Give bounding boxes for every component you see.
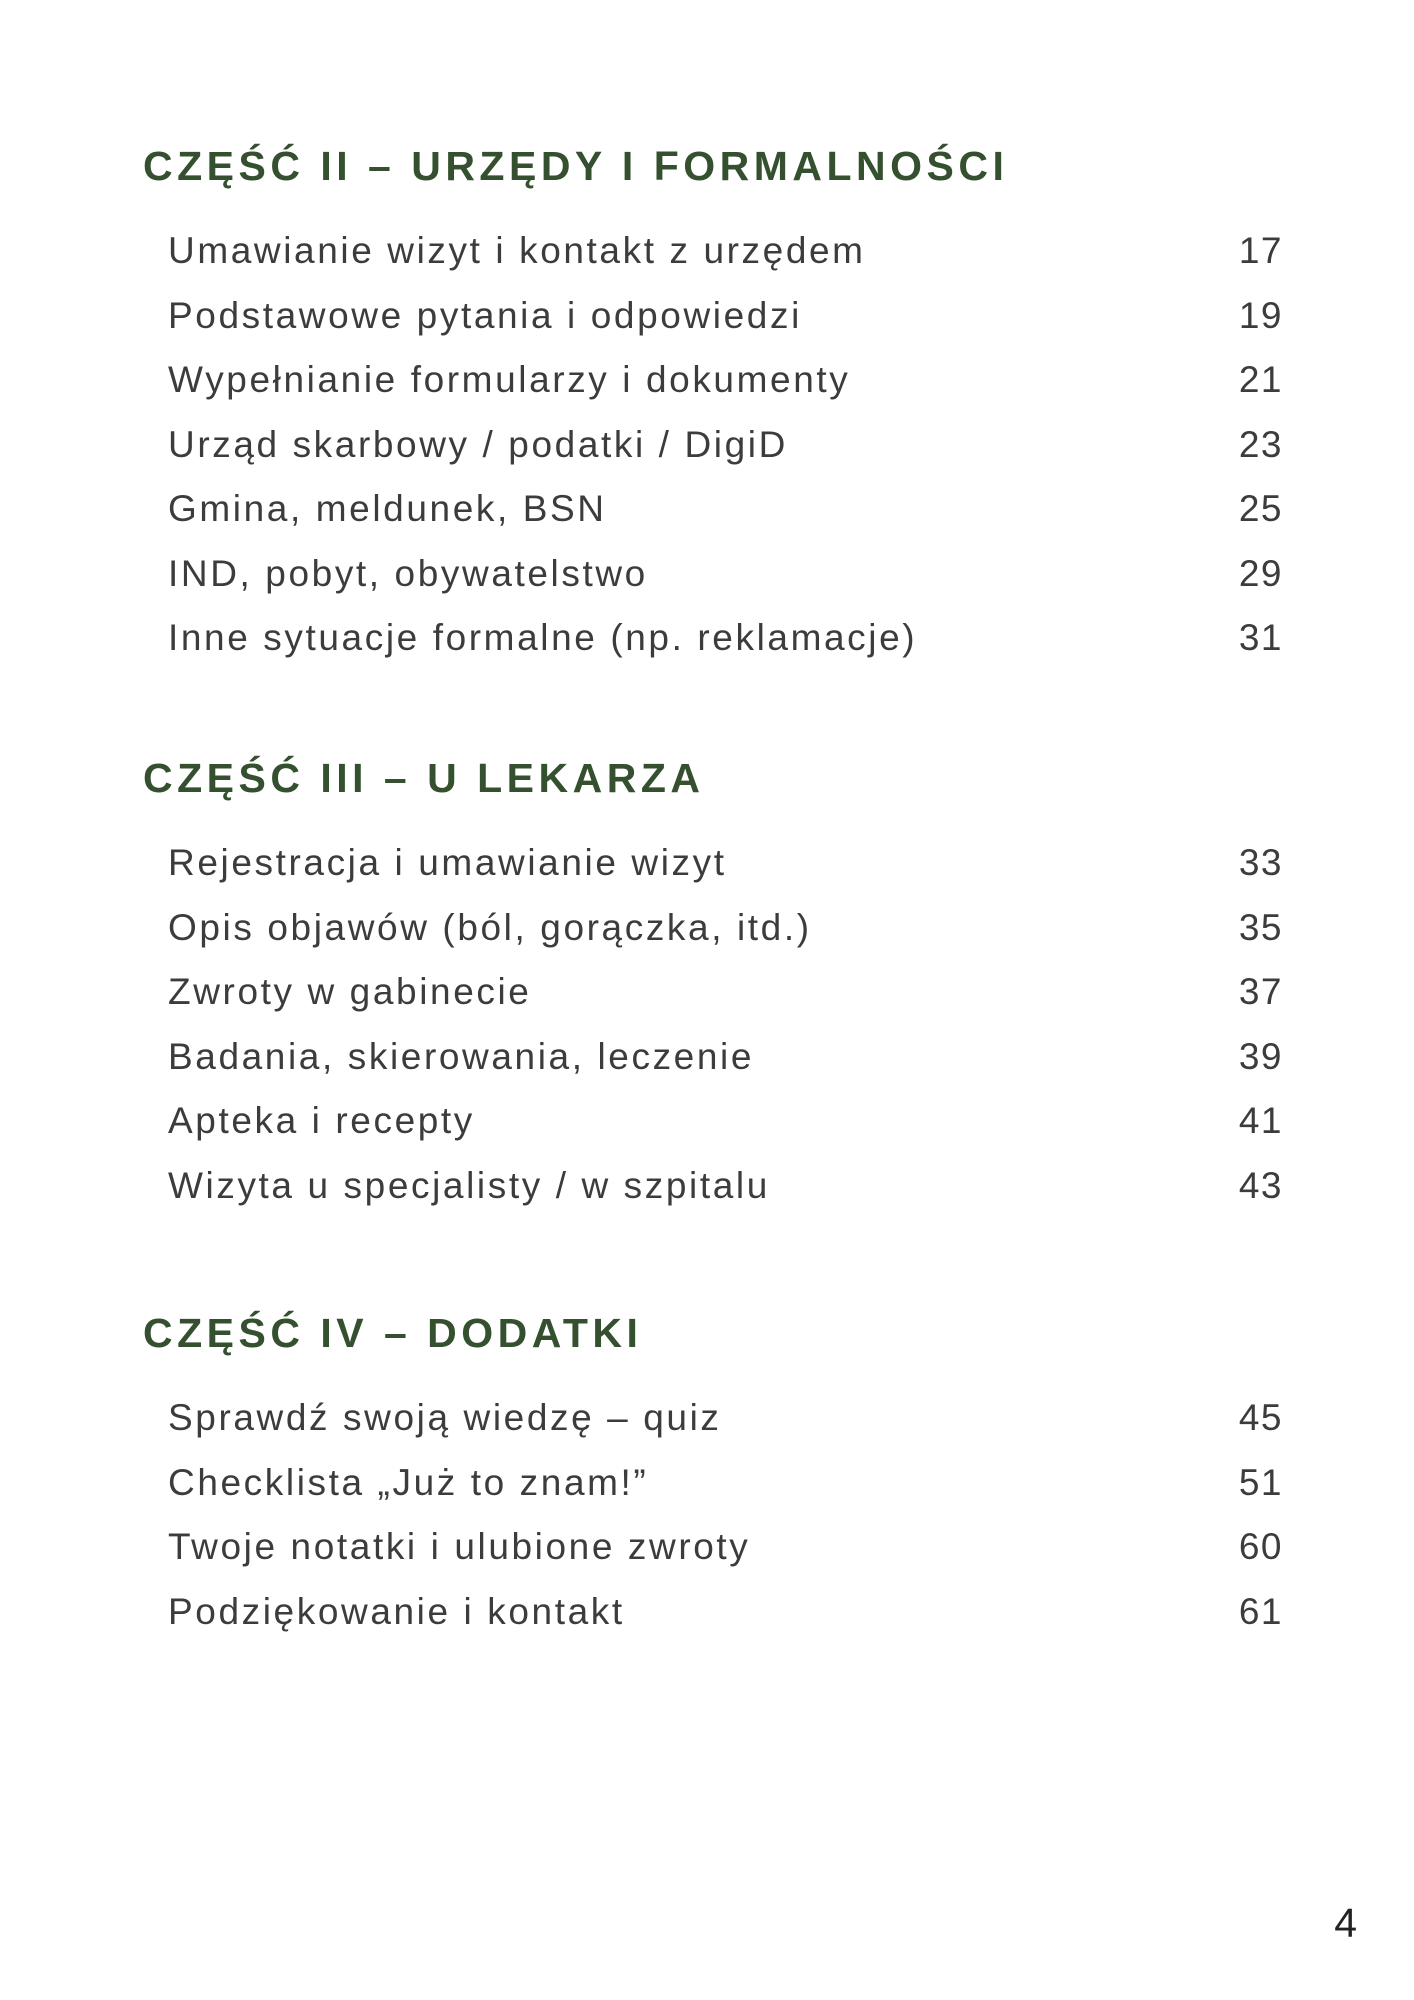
toc-entry-label: Podziękowanie i kontakt [168, 1590, 625, 1632]
toc-section-part-2 [143, 142, 1283, 682]
toc-entry-label: Urząd skarbowy / podatki / DigiD [168, 423, 788, 465]
toc-entry-page: 19 [1238, 294, 1283, 336]
toc-entry[interactable] [143, 1165, 1283, 1230]
toc-entry-label: Opis objawów (ból, gorączka, itd.) [168, 906, 812, 948]
toc-entry-page: 21 [1238, 359, 1283, 400]
toc-entry-label: Wizyta u specjalisty / w szpitalu [168, 1164, 770, 1206]
toc-entry-label: Inne sytuacje formalne (np. reklamacje) [168, 617, 918, 658]
toc-section-part-3 [143, 754, 1283, 1229]
toc-entry-page: 35 [1238, 906, 1283, 948]
toc-entry-page: 25 [1238, 488, 1283, 529]
toc-list [143, 842, 1283, 1229]
toc-section-part-4 [143, 1309, 1283, 1655]
toc-entry-page: 45 [1238, 1397, 1283, 1438]
toc-entry[interactable] [143, 359, 1283, 424]
page-number: 4 [1334, 1900, 1357, 1946]
toc-entry-page: 23 [1238, 423, 1283, 465]
toc-entry-page: 60 [1238, 1526, 1283, 1567]
toc-entry-label: Twoje notatki i ulubione zwroty [168, 1526, 751, 1567]
toc-entry-page: 17 [1238, 230, 1283, 271]
toc-entry-page: 41 [1238, 1100, 1283, 1141]
toc-entry-page: 33 [1238, 842, 1283, 883]
toc-entry[interactable] [143, 907, 1283, 972]
toc-entry[interactable] [143, 295, 1283, 360]
toc-entry[interactable] [143, 1591, 1283, 1656]
toc-entry-label: Sprawdź swoją wiedzę – quiz [168, 1397, 722, 1438]
toc-entry-label: IND, pobyt, obywatelstwo [168, 552, 648, 594]
toc-entry[interactable] [143, 617, 1283, 682]
toc-entry-label: Rejestracja i umawianie wizyt [168, 842, 727, 883]
toc-entry-label: Podstawowe pytania i odpowiedzi [168, 294, 802, 336]
toc-entry-page: 29 [1238, 552, 1283, 594]
toc-entry-label: Badania, skierowania, leczenie [168, 1035, 755, 1077]
toc-entry[interactable] [143, 1397, 1283, 1462]
toc-entry-page: 37 [1238, 971, 1283, 1012]
toc-entry[interactable] [143, 1100, 1283, 1165]
toc-entry-label: Wypełnianie formularzy i dokumenty [168, 359, 851, 400]
toc-entry-label: Apteka i recepty [168, 1100, 475, 1141]
section-title: CZĘŚĆ II – URZĘDY I FORMALNOŚCI [143, 143, 1009, 189]
toc-entry[interactable] [143, 230, 1283, 295]
toc-entry[interactable] [143, 1462, 1283, 1527]
toc-entry-label: Umawianie wizyt i kontakt z urzędem [168, 230, 866, 271]
toc-entry-label: Gmina, meldunek, BSN [168, 488, 607, 529]
toc-entry[interactable] [143, 842, 1283, 907]
toc-list [143, 230, 1283, 682]
toc-entry-label: Zwroty w gabinecie [168, 971, 532, 1012]
toc-entry-page: 31 [1238, 617, 1283, 658]
toc-entry[interactable] [143, 553, 1283, 618]
toc-entry[interactable] [143, 971, 1283, 1036]
toc-entry[interactable] [143, 488, 1283, 553]
toc-entry-page: 39 [1238, 1035, 1283, 1077]
toc-entry-page: 61 [1238, 1590, 1283, 1632]
toc-entry-page: 51 [1238, 1461, 1283, 1503]
toc-entry-page: 43 [1238, 1164, 1283, 1206]
section-title: CZĘŚĆ IV – DODATKI [143, 1310, 643, 1356]
toc-entry[interactable] [143, 1036, 1283, 1101]
section-title: CZĘŚĆ III – U LEKARZA [143, 755, 705, 801]
toc-list [143, 1397, 1283, 1655]
toc-entry[interactable] [143, 1526, 1283, 1591]
toc-entry[interactable] [143, 424, 1283, 489]
toc-entry-label: Checklista „Już to znam!” [168, 1461, 649, 1503]
